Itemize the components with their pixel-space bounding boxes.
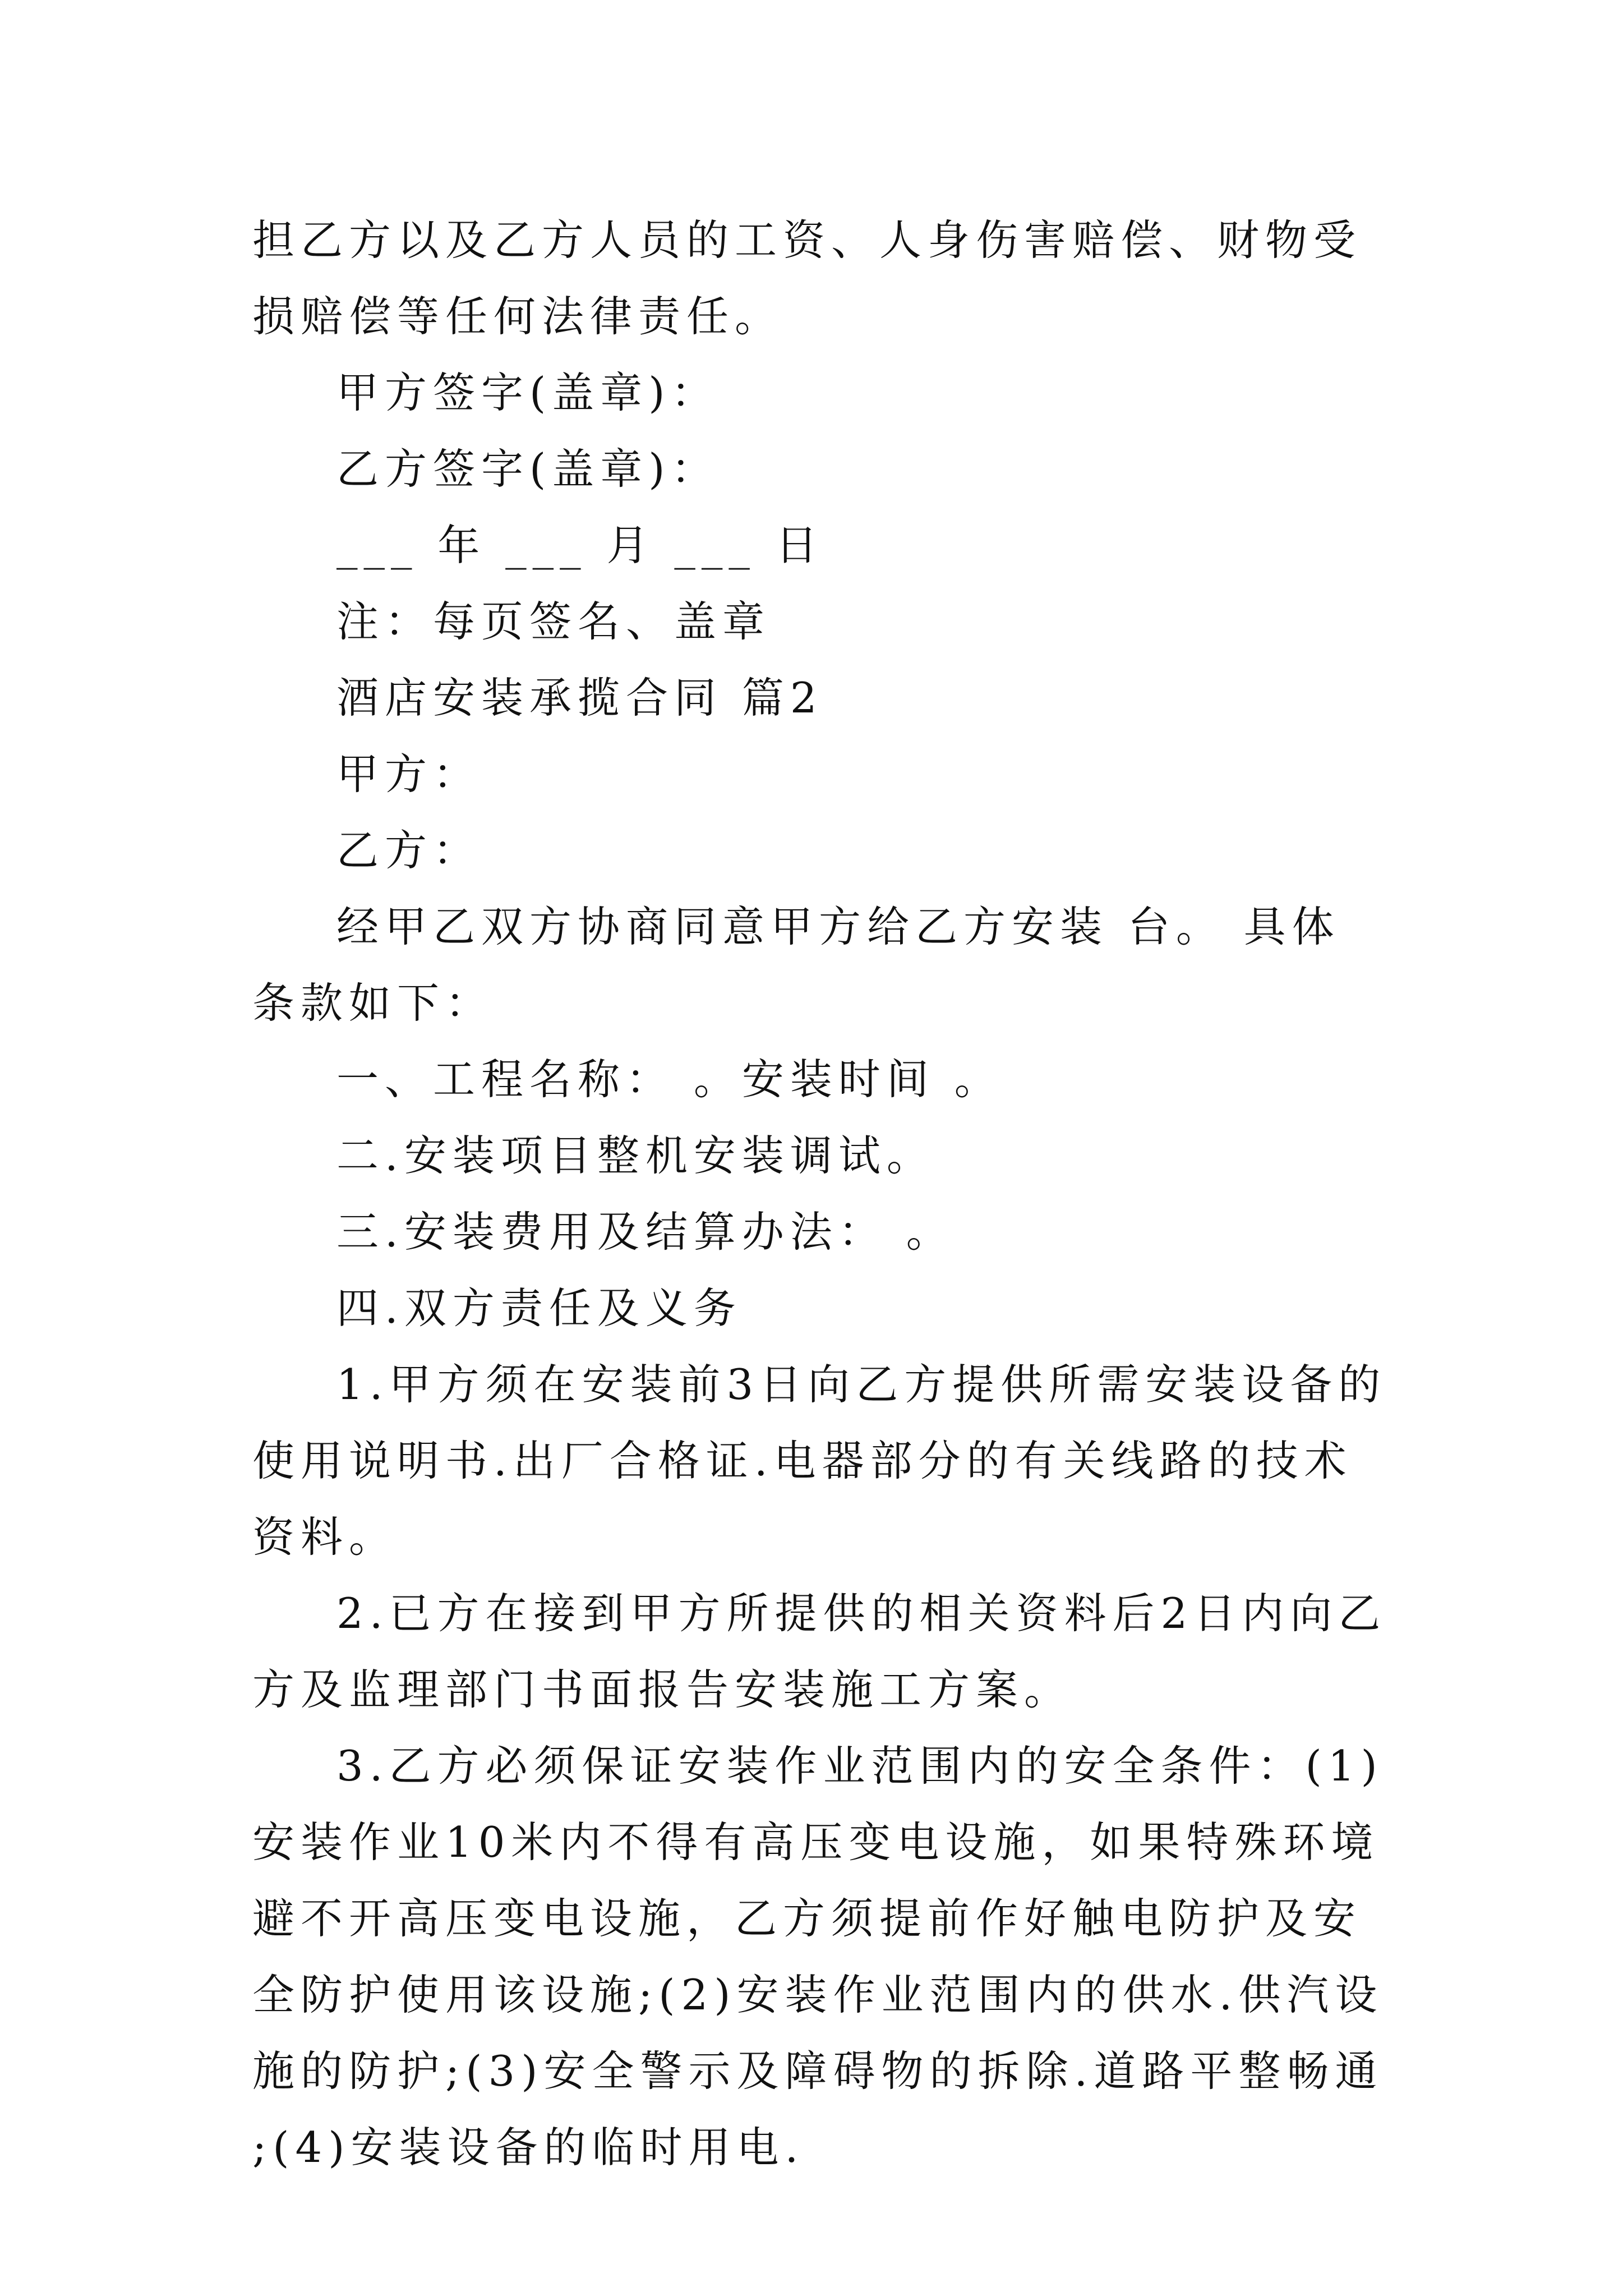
party-a-line: 甲方： bbox=[336, 749, 482, 799]
clause-4-responsibilities: 四.双方责任及义务 bbox=[336, 1283, 742, 1333]
note-line: 注：每页签名、盖章 bbox=[336, 597, 771, 646]
party-a-signature-line: 甲方签字(盖章)： bbox=[336, 368, 720, 417]
party-b-signature-line: 乙方签字(盖章)： bbox=[336, 444, 720, 494]
contract-title: 酒店安装承揽合同 篇2 bbox=[336, 673, 823, 723]
clause-1-project-name: 一、工程名称： 。安装时间 。 bbox=[336, 1055, 1003, 1104]
agreement-intro: 经甲乙双方协商同意甲方给乙方安装 台。 具体条款如下： bbox=[252, 902, 1340, 1028]
party-b-line: 乙方： bbox=[336, 826, 482, 875]
date-line: ___ 年 ___ 月 ___ 日 bbox=[336, 521, 824, 570]
paragraph-liability-continuation: 担乙方以及乙方人员的工资、人身伤害赔偿、财物受损赔偿等任何法律责任。 bbox=[252, 215, 1362, 341]
responsibility-item-2: 2.已方在接到甲方所提供的相关资料后2日内向乙方及监理部门书面报告安装施工方案。 bbox=[252, 1589, 1387, 1714]
responsibility-item-3: 3.乙方必须保证安装作业范围内的安全条件：(1)安装作业10米内不得有高压变电设施，如果特殊环境避不开高压变电设施，乙方须提前作好触电防护及安全防护使用该设施;(2)安装作业范围内的供水.供汽设施的防护;(3)安全警示及障碍物的拆除.道路平整畅通;(4)安装设备的临时用电. bbox=[252, 1741, 1384, 2172]
clause-2-installation-items: 二.安装项目整机安装调试。 bbox=[336, 1131, 935, 1180]
responsibility-item-1: 1.甲方须在安装前3日向乙方提供所需安装设备的使用说明书.出厂合格证.电器部分的有关线路的技术资料。 bbox=[252, 1360, 1387, 1562]
document-body bbox=[252, 202, 1387, 2185]
clause-3-fees-settlement: 三.安装费用及结算办法： 。 bbox=[336, 1207, 955, 1257]
